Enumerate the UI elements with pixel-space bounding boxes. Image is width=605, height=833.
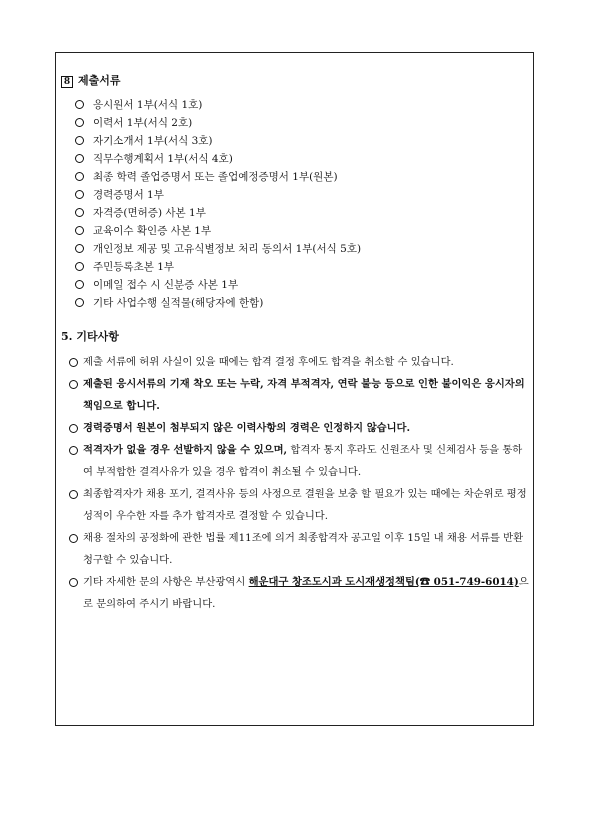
submission-item (61, 275, 531, 293)
submission-list (61, 95, 531, 311)
circle-bullet-icon (75, 154, 84, 163)
submission-item (61, 221, 531, 239)
circle-bullet-icon (75, 190, 84, 199)
submission-item (61, 203, 531, 221)
circle-bullet-icon (69, 358, 78, 367)
submission-item (61, 185, 531, 203)
submission-item-label: 교육이수 확인증 사본 1부 (93, 224, 212, 237)
section-number-box: 8 (61, 76, 73, 88)
submission-title: 제출서류 (78, 74, 121, 87)
circle-bullet-icon (69, 534, 78, 543)
note-vacancy (61, 483, 531, 527)
submission-heading (61, 73, 531, 95)
note-text: 채용 절차의 공정화에 관한 법률 제11조에 의거 최종합격자 공고일 이후 15일 내 채용 서류를 반환 청구할 수 있습니다. (83, 532, 524, 566)
other-heading: 5. 기타사항 (61, 330, 119, 343)
note-bold-text: 적격자가 없을 경우 선발하지 않을 수 있으며, (83, 444, 288, 456)
submission-item-label: 자기소개서 1부(서식 3호) (93, 134, 213, 147)
submission-item (61, 167, 531, 185)
circle-bullet-icon (69, 578, 78, 587)
submission-item-label: 주민등록초본 1부 (93, 260, 175, 273)
submission-item (61, 149, 531, 167)
note-text: 제출 서류에 허위 사실이 있을 때에는 합격 결정 후에도 합격을 취소할 수 있습니다. (83, 356, 454, 368)
circle-bullet-icon (69, 490, 78, 499)
circle-bullet-icon (75, 280, 84, 289)
document-content (61, 73, 531, 615)
circle-bullet-icon (75, 244, 84, 253)
submission-item (61, 131, 531, 149)
submission-item (61, 293, 531, 311)
submission-item-label: 이력서 1부(서식 2호) (93, 116, 193, 129)
circle-bullet-icon (75, 208, 84, 217)
note-no-qualified (61, 439, 531, 483)
submission-item-label: 이메일 접수 시 신분증 사본 1부 (93, 278, 239, 291)
note-contact (61, 571, 531, 615)
circle-bullet-icon (75, 226, 84, 235)
submission-item-label: 응시원서 1부(서식 1호) (93, 98, 203, 111)
submission-item-label: 기타 사업수행 실적물(해당자에 한함) (93, 296, 264, 309)
note-text: 합격자 통지 후라도 신원조사 및 신체검사 등을 통하여 부적합한 결격사유가 있을 경우 합격이 취소될 수 있습니다. (83, 444, 523, 478)
circle-bullet-icon (75, 100, 84, 109)
note-text: 경력증명서 원본이 첨부되지 않은 이력사항의 경력은 인정하지 않습니다. (83, 422, 411, 434)
submission-item-label: 직무수행계획서 1부(서식 4호) (93, 152, 233, 165)
submission-item (61, 95, 531, 113)
circle-bullet-icon (69, 424, 78, 433)
circle-bullet-icon (75, 172, 84, 181)
note-text: 제출된 응시서류의 기재 착오 또는 누락, 자격 부적격자, 연락 불능 등으로 인한 불이익은 응시자의 책임으로 합니다. (83, 378, 525, 412)
circle-bullet-icon (75, 298, 84, 307)
note-applicant-responsibility (61, 373, 531, 417)
note-text: 으로 문의하여 주시기 바랍니다. (83, 576, 529, 610)
contact-info: 해운대구 창조도시과 도시재생정책팀(☎ 051-749-6014) (248, 576, 519, 588)
note-career-certificate (61, 417, 531, 439)
circle-bullet-icon (69, 446, 78, 455)
submission-item (61, 113, 531, 131)
circle-bullet-icon (75, 118, 84, 127)
note-text: 기타 자세한 문의 사항은 부산광역시 (83, 576, 249, 588)
submission-item-label: 경력증명서 1부 (93, 188, 164, 201)
circle-bullet-icon (75, 136, 84, 145)
submission-item-label: 개인정보 제공 및 고유식별정보 처리 동의서 1부(서식 5호) (93, 242, 362, 255)
circle-bullet-icon (75, 262, 84, 271)
submission-item (61, 257, 531, 275)
note-text: 최종합격자가 채용 포기, 결격사유 등의 사정으로 결원을 보충 할 필요가 있는 때에는 차순위로 평정 성적이 우수한 자를 추가 합격자로 결정할 수 있습니다. (83, 488, 527, 522)
submission-item (61, 239, 531, 257)
note-document-return (61, 527, 531, 571)
submission-item-label: 최종 학력 졸업증명서 또는 졸업예정증명서 1부(원본) (93, 170, 338, 183)
submission-item-label: 자격증(면허증) 사본 1부 (93, 206, 206, 219)
note-false-info (61, 351, 531, 373)
circle-bullet-icon (69, 380, 78, 389)
